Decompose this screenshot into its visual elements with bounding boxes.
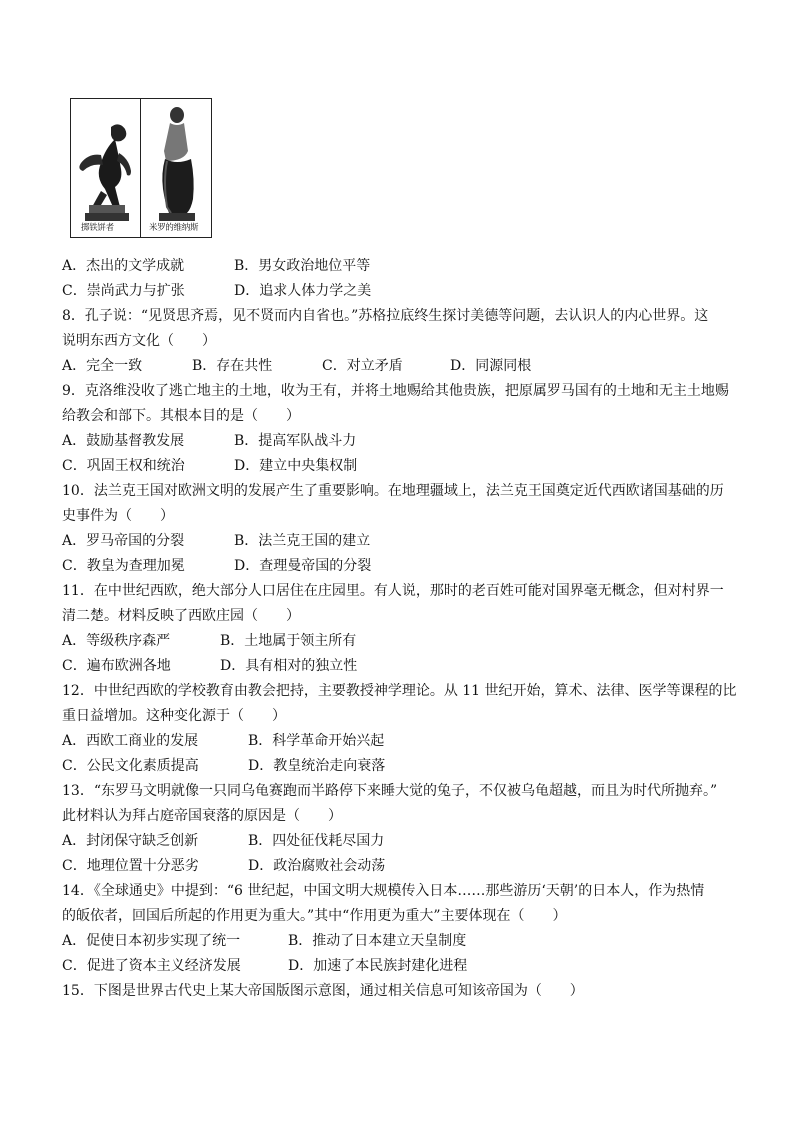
q11-option-b: B．土地属于领主所有 — [220, 633, 357, 649]
q9-option-c: C．巩固王权和统治 — [62, 458, 185, 474]
q12-stem-line-1: 12．中世纪西欧的学校教育由教会把持，主要教授神学理论。从 11 世纪开始，算术、法律、医学等课程的比 — [62, 683, 737, 699]
caption-venus: 米罗的维纳斯 — [149, 223, 199, 233]
discobolus-image — [71, 99, 140, 238]
q10-option-a: A．罗马帝国的分裂 — [62, 533, 185, 549]
q12-option-d: D．教皇统治走向衰落 — [248, 758, 386, 774]
q7-option-c: C．崇尚武力与扩张 — [62, 283, 185, 299]
q15-stem-line-1: 15．下图是世界古代史上某大帝国版图示意图，通过相关信息可知该帝国为（ ） — [62, 983, 584, 999]
q13-option-b: B．四处征伐耗尽国力 — [248, 833, 385, 849]
q10-stem-line-1: 10．法兰克王国对欧洲文明的发展产生了重要影响。在地理疆域上，法兰克王国奠定近代西欧诸国基础的历 — [62, 483, 724, 499]
q8-option-c: C．对立矛盾 — [322, 358, 403, 374]
q13-option-c: C．地理位置十分恶劣 — [62, 858, 199, 874]
q14-stem-line-2: 的皈依者，回国后所起的作用更为重大。”其中“作用更为重大”主要体现在（ ） — [62, 908, 567, 924]
q9-stem-line-1: 9．克洛维没收了逃亡地主的土地，收为王有，并将土地赐给其他贵族，把原属罗马国有的土地和无主土地赐 — [62, 383, 729, 399]
q11-stem-line-1: 11．在中世纪西欧，绝大部分人口居住在庄园里。有人说，那时的老百姓可能对国界毫无概念，但对村界一 — [62, 583, 724, 599]
q11-option-d: D．具有相对的独立性 — [220, 658, 358, 674]
q14-option-a: A．促使日本初步实现了统一 — [62, 933, 241, 949]
q8-stem-line-1: 8．孔子说：“见贤思齐焉，见不贤而内自省也。”苏格拉底终生探讨美德等问题，去认识人的内心世界。这 — [62, 308, 709, 324]
q13-stem-line-2: 此材料认为拜占庭帝国衰落的原因是（ ） — [62, 808, 342, 824]
q14-option-d: D．加速了本民族封建化进程 — [288, 958, 468, 974]
q12-option-c: C．公民文化素质提高 — [62, 758, 199, 774]
q10-option-b: B．法兰克王国的建立 — [234, 533, 371, 549]
q9-option-a: A．鼓励基督教发展 — [62, 433, 185, 449]
q10-option-c: C．教皇为查理加冕 — [62, 558, 185, 574]
q12-stem-line-2: 重日益增加。这种变化源于（ ） — [62, 708, 286, 724]
q8-option-b: B．存在共性 — [192, 358, 273, 374]
q14-stem-line-1: 14．《全球通史》中提到：“6 世纪起，中国文明大规模传入日本……那些游历‘天朝’的日本人，作为热情 — [62, 883, 705, 899]
q7-option-b: B．男女政治地位平等 — [234, 258, 371, 274]
q12-option-a: A．西欧工商业的发展 — [62, 733, 199, 749]
q7-option-a: A．杰出的文学成就 — [62, 258, 185, 274]
q11-stem-line-2: 清二楚。材料反映了西欧庄园（ ） — [62, 608, 300, 624]
q9-option-b: B．提高军队战斗力 — [234, 433, 357, 449]
q13-option-d: D．政治腐败社会动荡 — [248, 858, 386, 874]
venus-de-milo-image — [141, 99, 212, 238]
q13-stem-line-1: 13．“东罗马文明就像一只同乌龟赛跑而半路停下来睡大觉的兔子，不仅被乌龟超越，而且为时代所抛弃。” — [62, 783, 718, 799]
statues-figure — [70, 98, 212, 238]
q9-option-d: D．建立中央集权制 — [234, 458, 358, 474]
q11-option-a: A．等级秩序森严 — [62, 633, 171, 649]
q12-option-b: B．科学革命开始兴起 — [248, 733, 385, 749]
caption-discobolus: 掷铁饼者 — [81, 223, 114, 233]
q13-option-a: A．封闭保守缺乏创新 — [62, 833, 199, 849]
q14-option-c: C．促进了资本主义经济发展 — [62, 958, 241, 974]
q7-option-d: D．追求人体力学之美 — [234, 283, 372, 299]
q14-option-b: B．推动了日本建立天皇制度 — [288, 933, 467, 949]
q11-option-c: C．遍布欧洲各地 — [62, 658, 171, 674]
q9-stem-line-2: 给教会和部下。其根本目的是（ ） — [62, 408, 300, 424]
q10-stem-line-2: 史事件为（ ） — [62, 508, 174, 524]
q8-stem-line-2: 说明东西方文化（ ） — [62, 333, 216, 349]
q10-option-d: D．查理曼帝国的分裂 — [234, 558, 372, 574]
q8-option-a: A．完全一致 — [62, 358, 143, 374]
q8-option-d: D．同源同根 — [450, 358, 532, 374]
